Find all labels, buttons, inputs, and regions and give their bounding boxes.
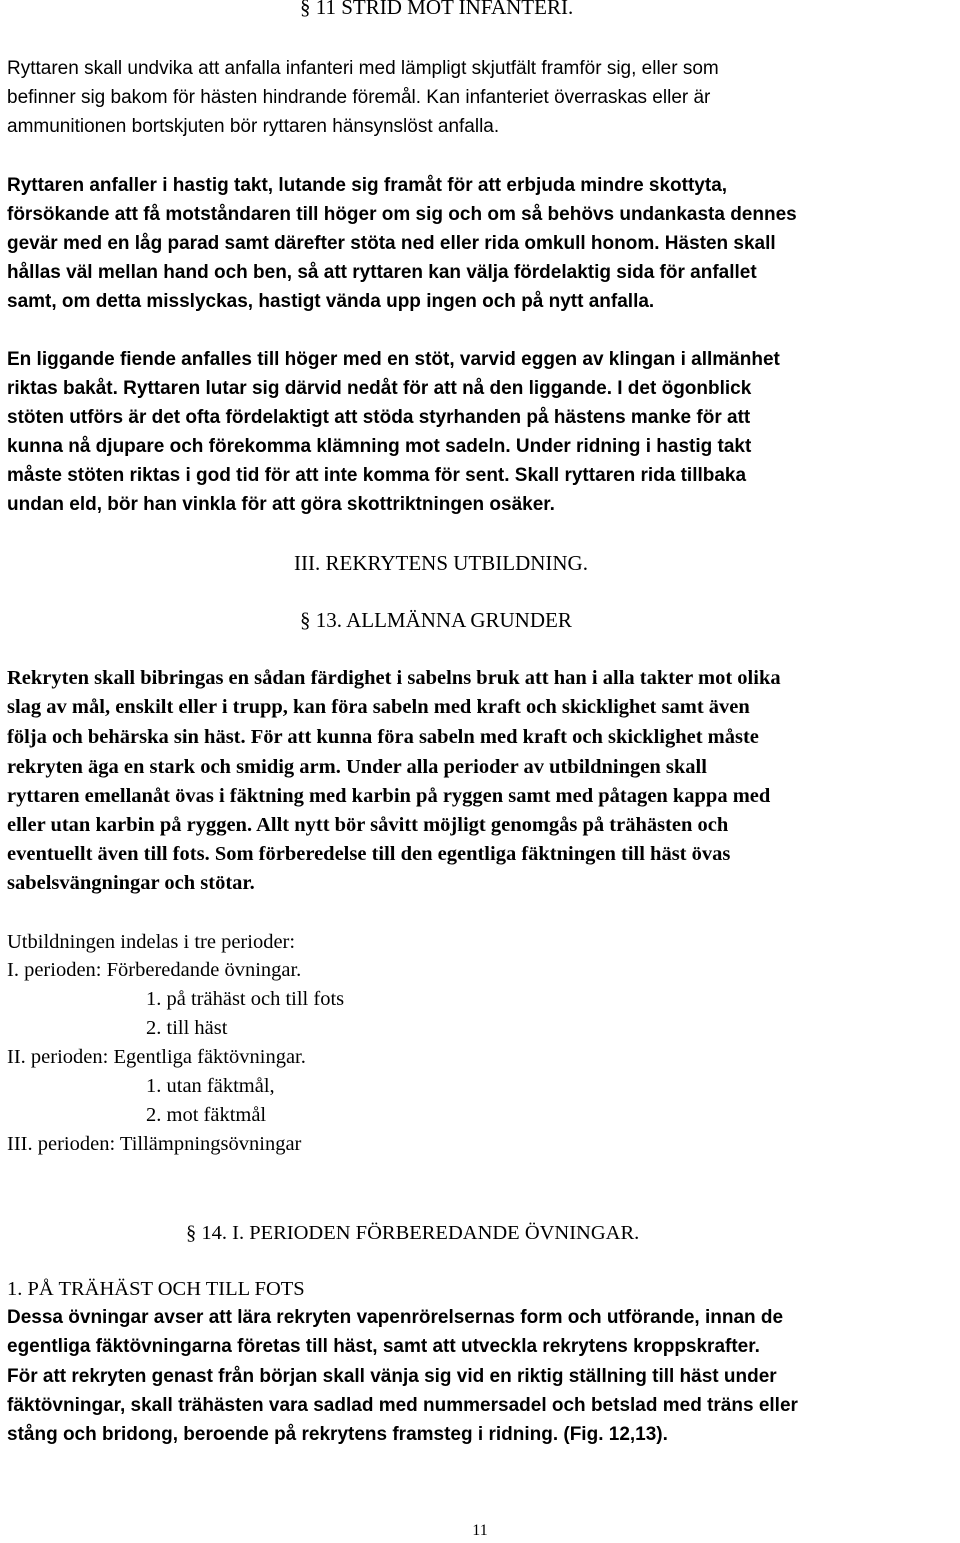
period-3: III. perioden: Tillämpningsövningar <box>7 1133 302 1155</box>
para4-line-1: Rekryten skall bibringas en sådan färdighet i sabelns bruk att han i alla takter mot olika <box>7 667 781 689</box>
para4-line-8: sabelsvängningar och stötar. <box>7 872 255 894</box>
para3-line-6: undan eld, bör han vinkla för att göra skottriktningen osäker. <box>7 494 555 515</box>
para3-line-1: En liggande fiende anfalles till höger med en stöt, varvid eggen av klingan i allmänhet <box>7 349 780 370</box>
para5-line-5: stång och bridong, beroende på rekrytens framsteg i ridning. (Fig. 12,13). <box>7 1424 668 1445</box>
para4-line-6: eller utan karbin på ryggen. Allt nytt bör såvitt möjligt genomgås på trähästen och <box>7 814 729 836</box>
para4-line-3: följa och behärska sin häst. För att kunna föra sabeln med kraft och skicklighet måste <box>7 726 759 748</box>
period-2: II. perioden: Egentliga fäktövningar. <box>7 1046 306 1068</box>
para1-line-2: befinner sig bakom för hästen hindrande föremål. Kan infanteriet överraskas eller är <box>7 87 711 108</box>
periods-intro: Utbildningen indelas i tre perioder: <box>7 931 296 953</box>
section-14-heading: § 14. I. PERIODEN FÖRBEREDANDE ÖVNINGAR. <box>186 1222 640 1244</box>
para1-line-1: Ryttaren skall undvika att anfalla infanteri med lämpligt skjutfält framför sig, eller som <box>7 58 719 79</box>
period-2-item-2: 2. mot fäktmål <box>146 1104 267 1126</box>
period-1-item-1: 1. på trähäst och till fots <box>146 988 345 1010</box>
period-2-item-1: 1. utan fäktmål, <box>146 1075 275 1097</box>
para3-line-5: måste stöten riktas i god tid för att inte komma för sent. Skall ryttaren rida tillbaka <box>7 465 747 486</box>
section-13-heading: § 13. ALLMÄNNA GRUNDER <box>300 608 572 632</box>
period-1-item-2: 2. till häst <box>146 1017 228 1039</box>
para5-line-3: För att rekryten genast från början skall vänja sig vid en riktig ställning till häst under <box>7 1366 777 1387</box>
para4-line-7: eventuellt även till fots. Som förberedelse till den egentliga fäktningen till häst övas <box>7 843 731 865</box>
para2-line-5: samt, om detta misslyckas, hastigt vända upp ingen och på nytt anfalla. <box>7 291 655 312</box>
para5-line-4: fäktövningar, skall trähästen vara sadlad med nummersadel och betslad med träns eller <box>7 1395 798 1416</box>
para4-line-5: ryttaren emellanåt övas i fäktning med karbin på ryggen samt med påtagen kappa med <box>7 785 771 807</box>
para5-line-1: Dessa övningar avser att lära rekryten vapenrörelsernas form och utförande, innan de <box>7 1307 784 1328</box>
para2-line-4: hållas väl mellan hand och ben, så att ryttaren kan välja fördelaktig sida för anfallet <box>7 262 757 283</box>
subsection-1-heading: 1. PÅ TRÄHÄST OCH TILL FOTS <box>7 1278 305 1300</box>
section-11-heading: § 11 STRID MOT INFANTERI. <box>300 0 574 19</box>
chapter-heading: III. REKRYTENS UTBILDNING. <box>294 551 588 575</box>
para2-line-1: Ryttaren anfaller i hastig takt, lutande sig framåt för att erbjuda mindre skottyta, <box>7 175 728 196</box>
para3-line-4: kunna nå djupare och förekomma klämning mot sadeln. Under ridning i hastig takt <box>7 436 752 457</box>
para4-line-2: slag av mål, enskilt eller i trupp, kan föra sabeln med kraft och skicklighet samt även <box>7 696 750 718</box>
para5-line-2: egentliga fäktövningarna företas till häst, samt att utveckla rekrytens kroppskrafter. <box>7 1336 760 1357</box>
para2-line-3: gevär med en låg parad samt därefter stöta ned eller rida omkull honom. Hästen skall <box>7 233 776 254</box>
period-1: I. perioden: Förberedande övningar. <box>7 959 302 981</box>
para3-line-2: riktas bakåt. Ryttaren lutar sig därvid nedåt för att nå den liggande. I det ögonblick <box>7 378 752 399</box>
para2-line-2: försökande att få motståndaren till höger om sig och om så behövs undankasta dennes <box>7 204 797 225</box>
para1-line-3: ammunitionen bortskjuten bör ryttaren hänsynslöst anfalla. <box>7 116 500 137</box>
page-number: 11 <box>472 1522 488 1539</box>
para3-line-3: stöten utförs är det ofta fördelaktigt att stöda styrhanden på hästens manke för att <box>7 407 751 428</box>
para4-line-4: rekryten äga en stark och smidig arm. Under alla perioder av utbildningen skall <box>7 756 707 778</box>
